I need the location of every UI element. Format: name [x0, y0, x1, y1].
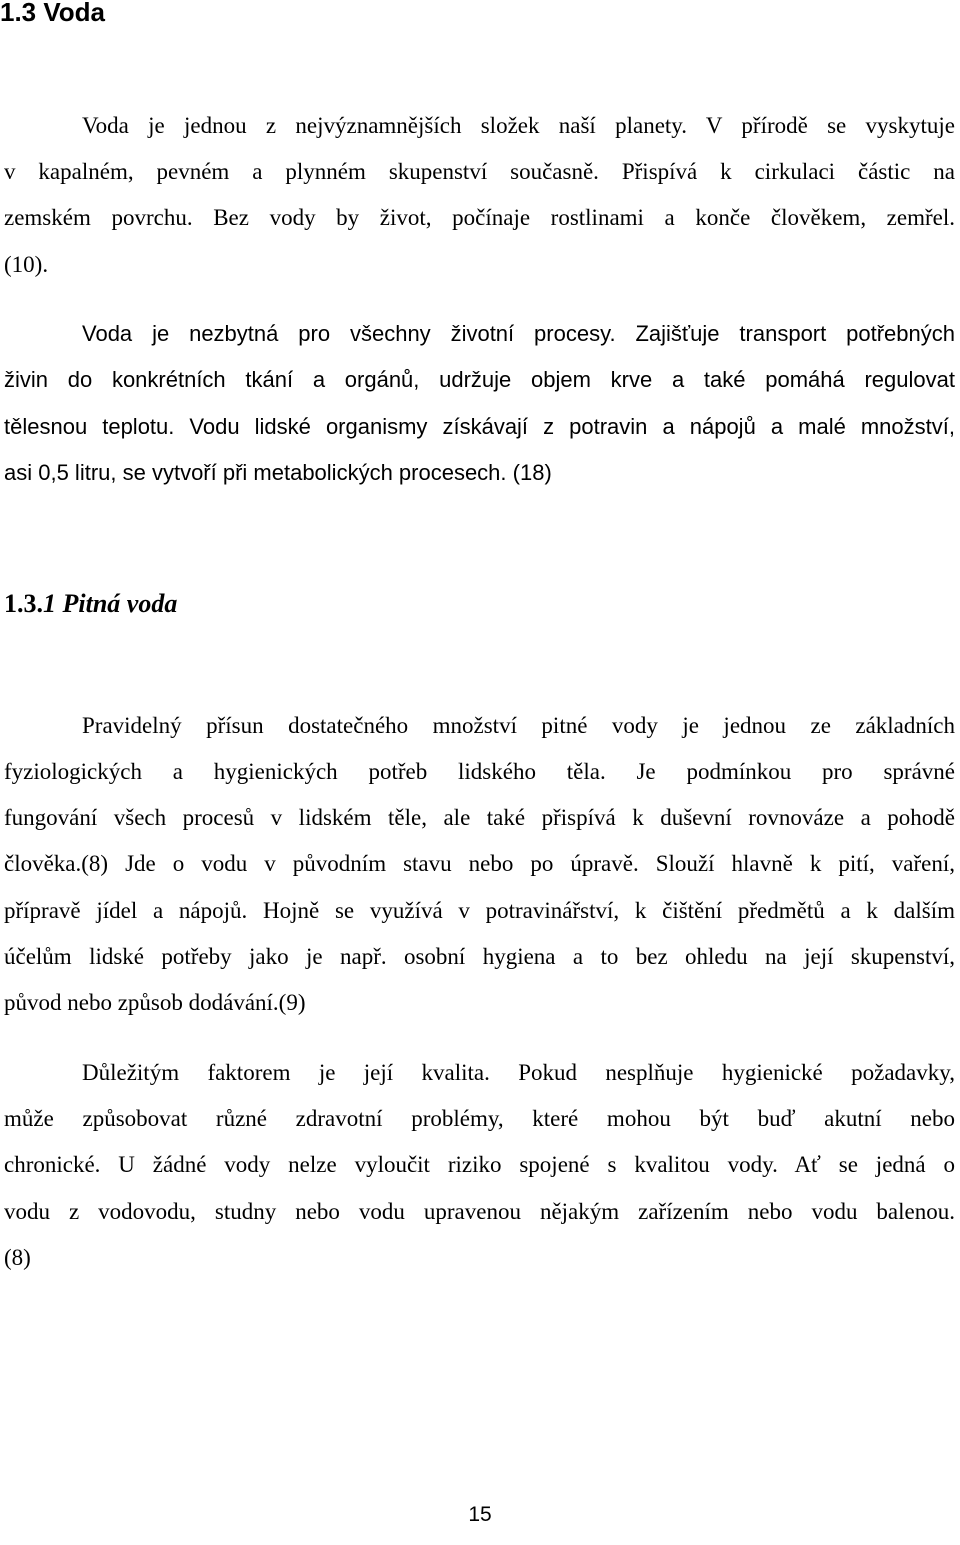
- subsection-number: 1.3.: [4, 589, 43, 618]
- paragraph-line: asi 0,5 litru, se vytvoří při metabolických procesech. (18): [4, 460, 552, 485]
- paragraph-line: vodu z vodovodu, studny nebo vodu upravenou nějakým zařízením nebo vodu balenou.: [4, 1199, 955, 1224]
- paragraph-line: původ nebo způsob dodávání.(9): [4, 990, 306, 1015]
- paragraph-line: zemském povrchu. Bez vody by život, počínaje rostlinami a konče člověkem, zemřel.: [4, 205, 955, 230]
- paragraph-line: Voda je nezbytná pro všechny životní procesy. Zajišťuje transport potřebných: [82, 321, 955, 346]
- paragraph-line: fungování všech procesů v lidském těle, ale také přispívá k duševní rovnováze a pohodě: [4, 805, 955, 830]
- paragraph-line: (8): [4, 1245, 31, 1270]
- page-number: 15: [468, 1503, 492, 1526]
- paragraph-line: Důležitým faktorem je její kvalita. Pokud nesplňuje hygienické požadavky,: [82, 1060, 955, 1085]
- paragraph-line: chronické. U žádné vody nelze vyloučit riziko spojené s kvalitou vody. Ať se jedná o: [4, 1152, 955, 1177]
- paragraph-line: Voda je jednou z nejvýznamnějších složek naší planety. V přírodě se vyskytuje: [82, 113, 955, 138]
- paragraph-line: účelům lidské potřeby jako je např. osobní hygiena a to bez ohledu na její skupenství,: [4, 944, 955, 969]
- paragraph-line: (10).: [4, 252, 49, 277]
- paragraph-line: může způsobovat různé zdravotní problémy, které mohou být buď akutní nebo: [4, 1106, 955, 1131]
- paragraph-line: člověka.(8) Jde o vodu v původním stavu nebo po úpravě. Slouží hlavně k pití, vaření,: [4, 851, 955, 876]
- subsection-heading: [4, 586, 177, 622]
- section-heading: 1.3 Voda: [0, 0, 106, 27]
- paragraph-line: přípravě jídel a nápojů. Hojně se využívá v potravinářství, k čištění předmětů a k dalším: [4, 898, 955, 923]
- paragraph-line: tělesnou teplotu. Vodu lidské organismy získávají z potravin a nápojů a malé množství,: [4, 414, 955, 439]
- paragraph-line: v kapalném, pevném a plynném skupenství současně. Přispívá k cirkulaci částic na: [4, 159, 955, 184]
- paragraph-line: živin do konkrétních tkání a orgánů, udržuje objem krve a také pomáhá regulovat: [4, 367, 955, 392]
- subsection-title: 1 Pitná voda: [43, 589, 178, 618]
- paragraph-line: fyziologických a hygienických potřeb lidského těla. Je podmínkou pro správné: [4, 759, 955, 784]
- paragraph-line: Pravidelný přísun dostatečného množství pitné vody je jednou ze základních: [82, 713, 955, 738]
